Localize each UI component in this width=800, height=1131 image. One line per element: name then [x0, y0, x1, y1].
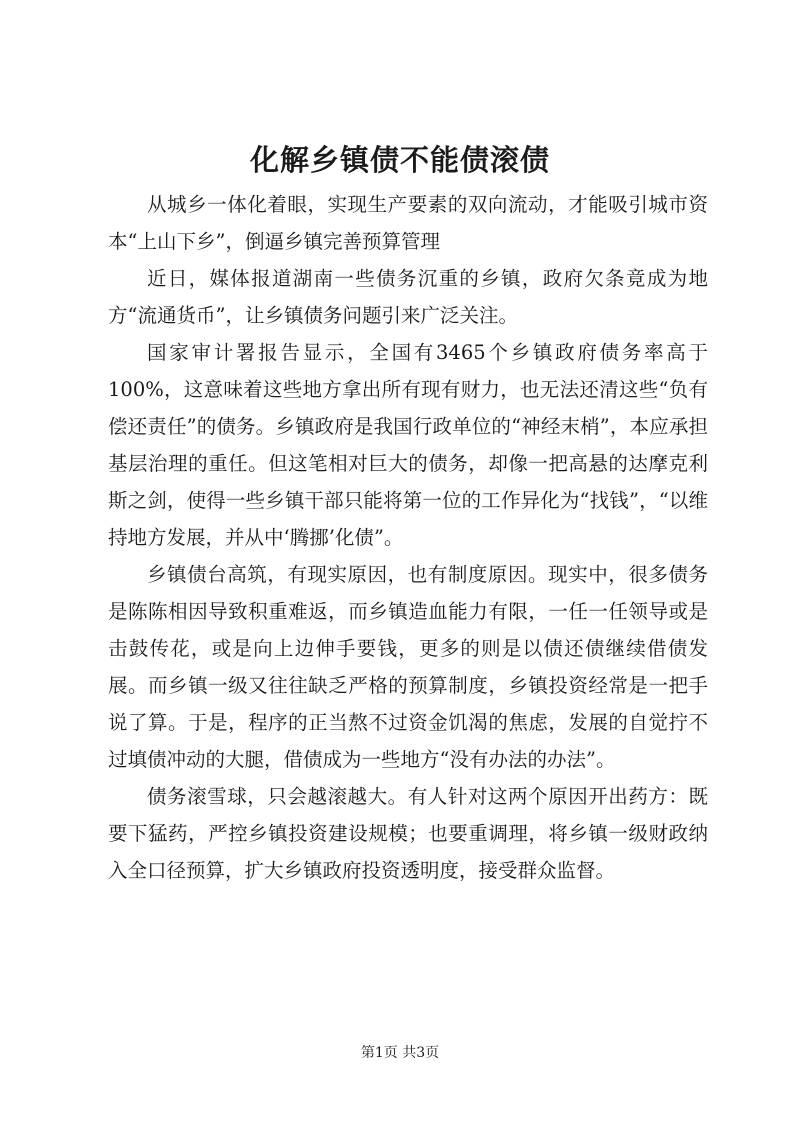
- paragraph-1: 从城乡一体化着眼，实现生产要素的双向流动，才能吸引城市资本“上山下乡”，倒逼乡镇完善预算管理: [108, 193, 708, 253]
- page-number-footer: 第1页 共3页: [360, 1045, 440, 1061]
- paragraph-5: 债务滚雪球，只会越滚越大。有人针对这两个原因开出药方：既要下猛药，严控乡镇投资建设规模；也要重调理，将乡镇一级财政纳入全口径预算，扩大乡镇政府投资透明度，接受群众监督。: [108, 785, 708, 882]
- document-title: 化解乡镇债不能债滚债: [249, 143, 550, 177]
- paragraph-3: 国家审计署报告显示，全国有3465个乡镇政府债务率高于100%，这意味着这些地方拿出所有现有财力，也无法还清这些“负有偿还责任”的债务。乡镇政府是我国行政单位的“神经末梢”，本应承担基层治理的重任。但这笔相对巨大的债务，却像一把高悬的达摩克利斯之剑，使得一些乡镇干部只能将第一位的工作异化为“找钱”，“以维持地方发展，并从中‘腾挪’化债”。: [108, 341, 708, 549]
- paragraph-2: 近日，媒体报道湖南一些债务沉重的乡镇，政府欠条竟成为地方“流通货币”，让乡镇债务问题引来广泛关注。: [108, 267, 708, 327]
- document-body: [108, 186, 708, 889]
- paragraph-4: 乡镇债台高筑，有现实原因，也有制度原因。现实中，很多债务是陈陈相因导致积重难返，而乡镇造血能力有限，一任一任领导或是击鼓传花，或是向上边伸手要钱，更多的则是以债还债继续借债发展。而乡镇一级又往往缺乏严格的预算制度，乡镇投资经常是一把手说了算。于是，程序的正当熬不过资金饥渴的焦虑，发展的自觉拧不过填债冲动的大腿，借债成为一些地方“没有办法的办法”。: [108, 563, 708, 771]
